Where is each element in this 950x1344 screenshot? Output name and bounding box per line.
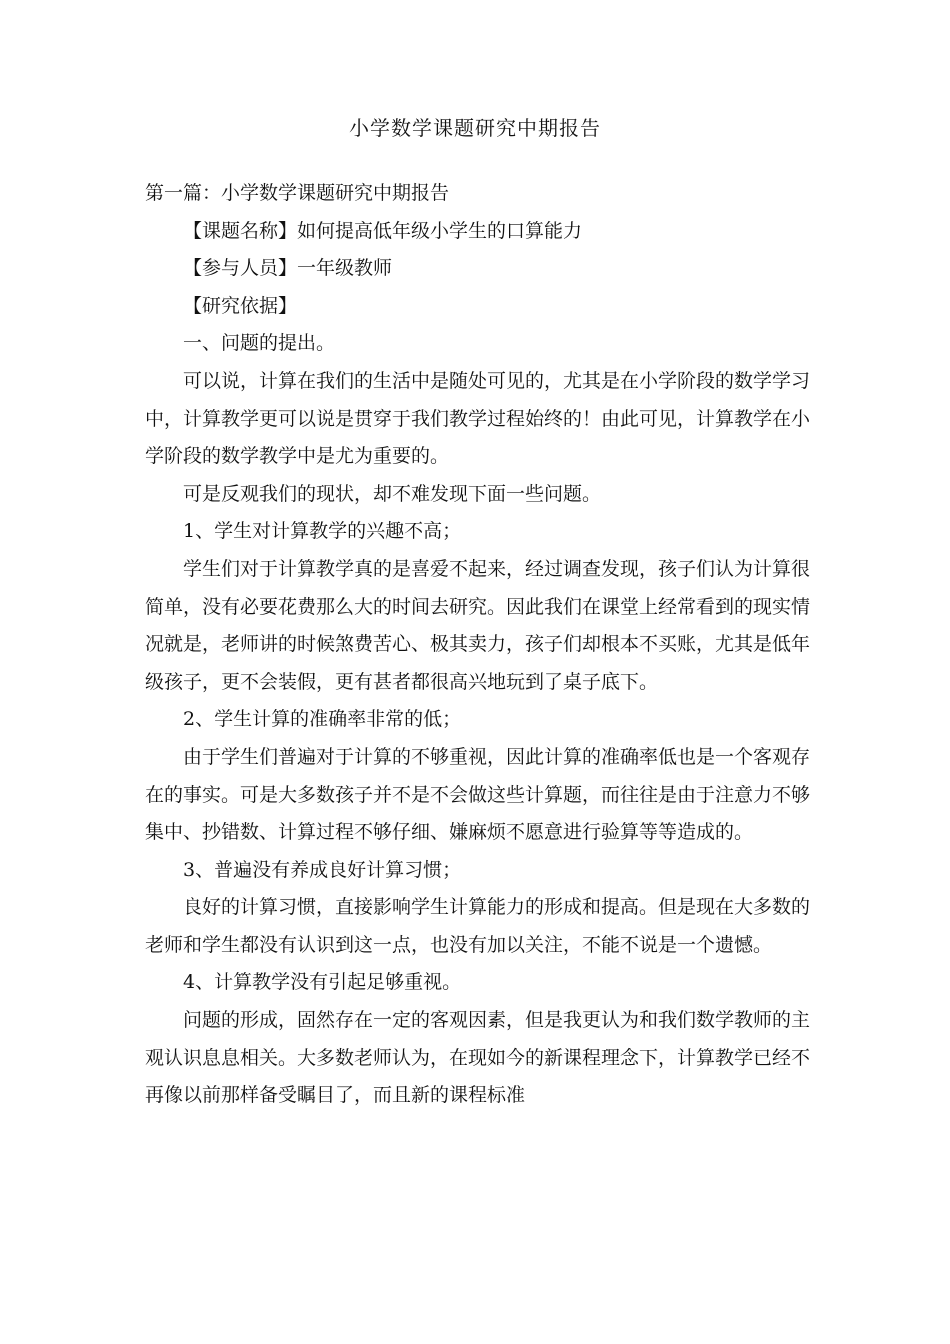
paragraph-heading: 第一篇：小学数学课题研究中期报告 (145, 182, 450, 204)
list-item-heading: 4、计算教学没有引起足够重视。 (183, 971, 462, 994)
paragraph: 良好的计算习惯，直接影响学生计算能力的形成和提高。但是现在大多数的老师和学生都没有认识到这一点，也没有加以关注，不能不说是一个遗憾。 (145, 896, 811, 956)
paragraph: 问题的形成，固然存在一定的客观因素，但是我更认为和我们数学教师的主观认识息息相关。大多数老师认为，在现如今的新课程理念下，计算教学已经不再像以前那样备受瞩目了，而且新的课程标准 (145, 1009, 811, 1107)
document-title: 小学数学课题研究中期报告 (349, 116, 601, 140)
paragraph: 可以说，计算在我们的生活中是随处可见的，尤其是在小学阶段的数学学习中，计算教学更可以说是贯穿于我们教学过程始终的！由此可见，计算教学在小学阶段的数学教学中是尤为重要的。 (145, 369, 811, 468)
paragraph: 可是反观我们的现状，却不难发现下面一些问题。 (183, 482, 602, 505)
paragraph: 学生们对于计算教学真的是喜爱不起来，经过调查发现，孩子们认为计算很简单，没有必要花费那么大的时间去研究。因此我们在课堂上经常看到的现实情况就是，老师讲的时候煞费苦心、极其卖力，孩子们却根本不买账，尤其是低年级孩子，更不会装假，更有甚者都很高兴地玩到了桌子底下。 (145, 557, 811, 693)
list-item-heading: 1、学生对计算教学的兴趣不高； (183, 520, 462, 543)
paragraph-topic: 【课题名称】如何提高低年级小学生的口算能力 (183, 219, 583, 242)
list-item-heading: 2、学生计算的准确率非常的低； (183, 708, 462, 731)
document-body (145, 175, 810, 1115)
paragraph-basis: 【研究依据】 (183, 294, 298, 317)
section-heading: 一、问题的提出。 (183, 332, 336, 355)
paragraph-participants: 【参与人员】一年级教师 (183, 257, 393, 280)
list-item-heading: 3、普遍没有养成良好计算习惯； (183, 858, 462, 881)
paragraph: 由于学生们普遍对于计算的不够重视，因此计算的准确率低也是一个客观存在的事实。可是大多数孩子并不是不会做这些计算题，而往往是由于注意力不够集中、抄错数、计算过程不够仔细、嫌麻烦不愿意进行验算等等造成的。 (145, 745, 811, 844)
